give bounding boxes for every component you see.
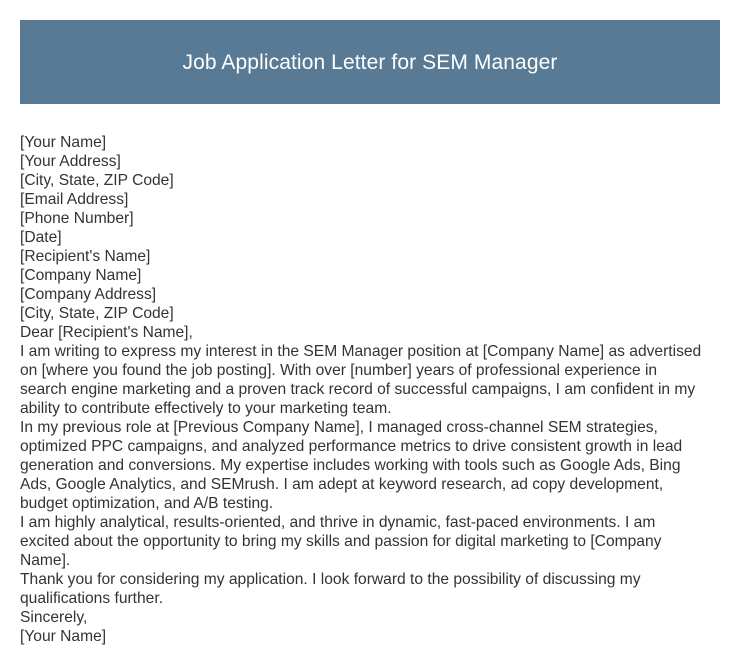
letter-body bbox=[20, 133, 720, 646]
company-city-state-zip: [City, State, ZIP Code] bbox=[20, 305, 174, 322]
recipient-name: [Recipient's Name] bbox=[20, 248, 151, 265]
closing: Sincerely, bbox=[20, 609, 88, 626]
paragraph-line: ability to contribute effectively to your marketing team. bbox=[20, 400, 392, 417]
sender-email: [Email Address] bbox=[20, 191, 129, 208]
paragraph-line: Name]. bbox=[20, 552, 71, 569]
paragraph-line: search engine marketing and a proven track record of successful campaigns, I am confident in my bbox=[20, 381, 696, 398]
letter-date: [Date] bbox=[20, 229, 62, 246]
paragraph-line: I am highly analytical, results-oriented, and thrive in dynamic, fast-paced environments. I am bbox=[20, 514, 656, 531]
paragraph-line: I am writing to express my interest in the SEM Manager position at [Company Name] as advertised bbox=[20, 343, 702, 360]
signature-name: [Your Name] bbox=[20, 628, 107, 645]
sender-address: [Your Address] bbox=[20, 153, 121, 170]
sender-city-state-zip: [City, State, ZIP Code] bbox=[20, 172, 174, 189]
paragraph-line: budget optimization, and A/B testing. bbox=[20, 495, 274, 512]
paragraph-line: generation and conversions. My expertise includes working with tools such as Google Ads, Bing bbox=[20, 457, 681, 474]
paragraph-line: Thank you for considering my application. I look forward to the possibility of discussing my bbox=[20, 571, 641, 588]
paragraph-line: optimized PPC campaigns, and analyzed performance metrics to drive consistent growth in lead bbox=[20, 438, 683, 455]
sender-phone: [Phone Number] bbox=[20, 210, 134, 227]
paragraph-line: qualifications further. bbox=[20, 590, 164, 607]
paragraph-line: on [where you found the job posting]. With over [number] years of professional experience in bbox=[20, 362, 658, 379]
paragraph-line: excited about the opportunity to bring my skills and passion for digital marketing to [Company bbox=[20, 533, 662, 550]
header-banner bbox=[20, 20, 720, 104]
paragraph-line: Ads, Google Analytics, and SEMrush. I am adept at keyword research, ad copy development, bbox=[20, 476, 664, 493]
sender-name: [Your Name] bbox=[20, 134, 107, 151]
company-address: [Company Address] bbox=[20, 286, 157, 303]
paragraph-line: In my previous role at [Previous Company Name], I managed cross-channel SEM strategies, bbox=[20, 419, 658, 436]
page-title: Job Application Letter for SEM Manager bbox=[182, 50, 558, 74]
salutation: Dear [Recipient's Name], bbox=[20, 324, 193, 341]
company-name: [Company Name] bbox=[20, 267, 142, 284]
